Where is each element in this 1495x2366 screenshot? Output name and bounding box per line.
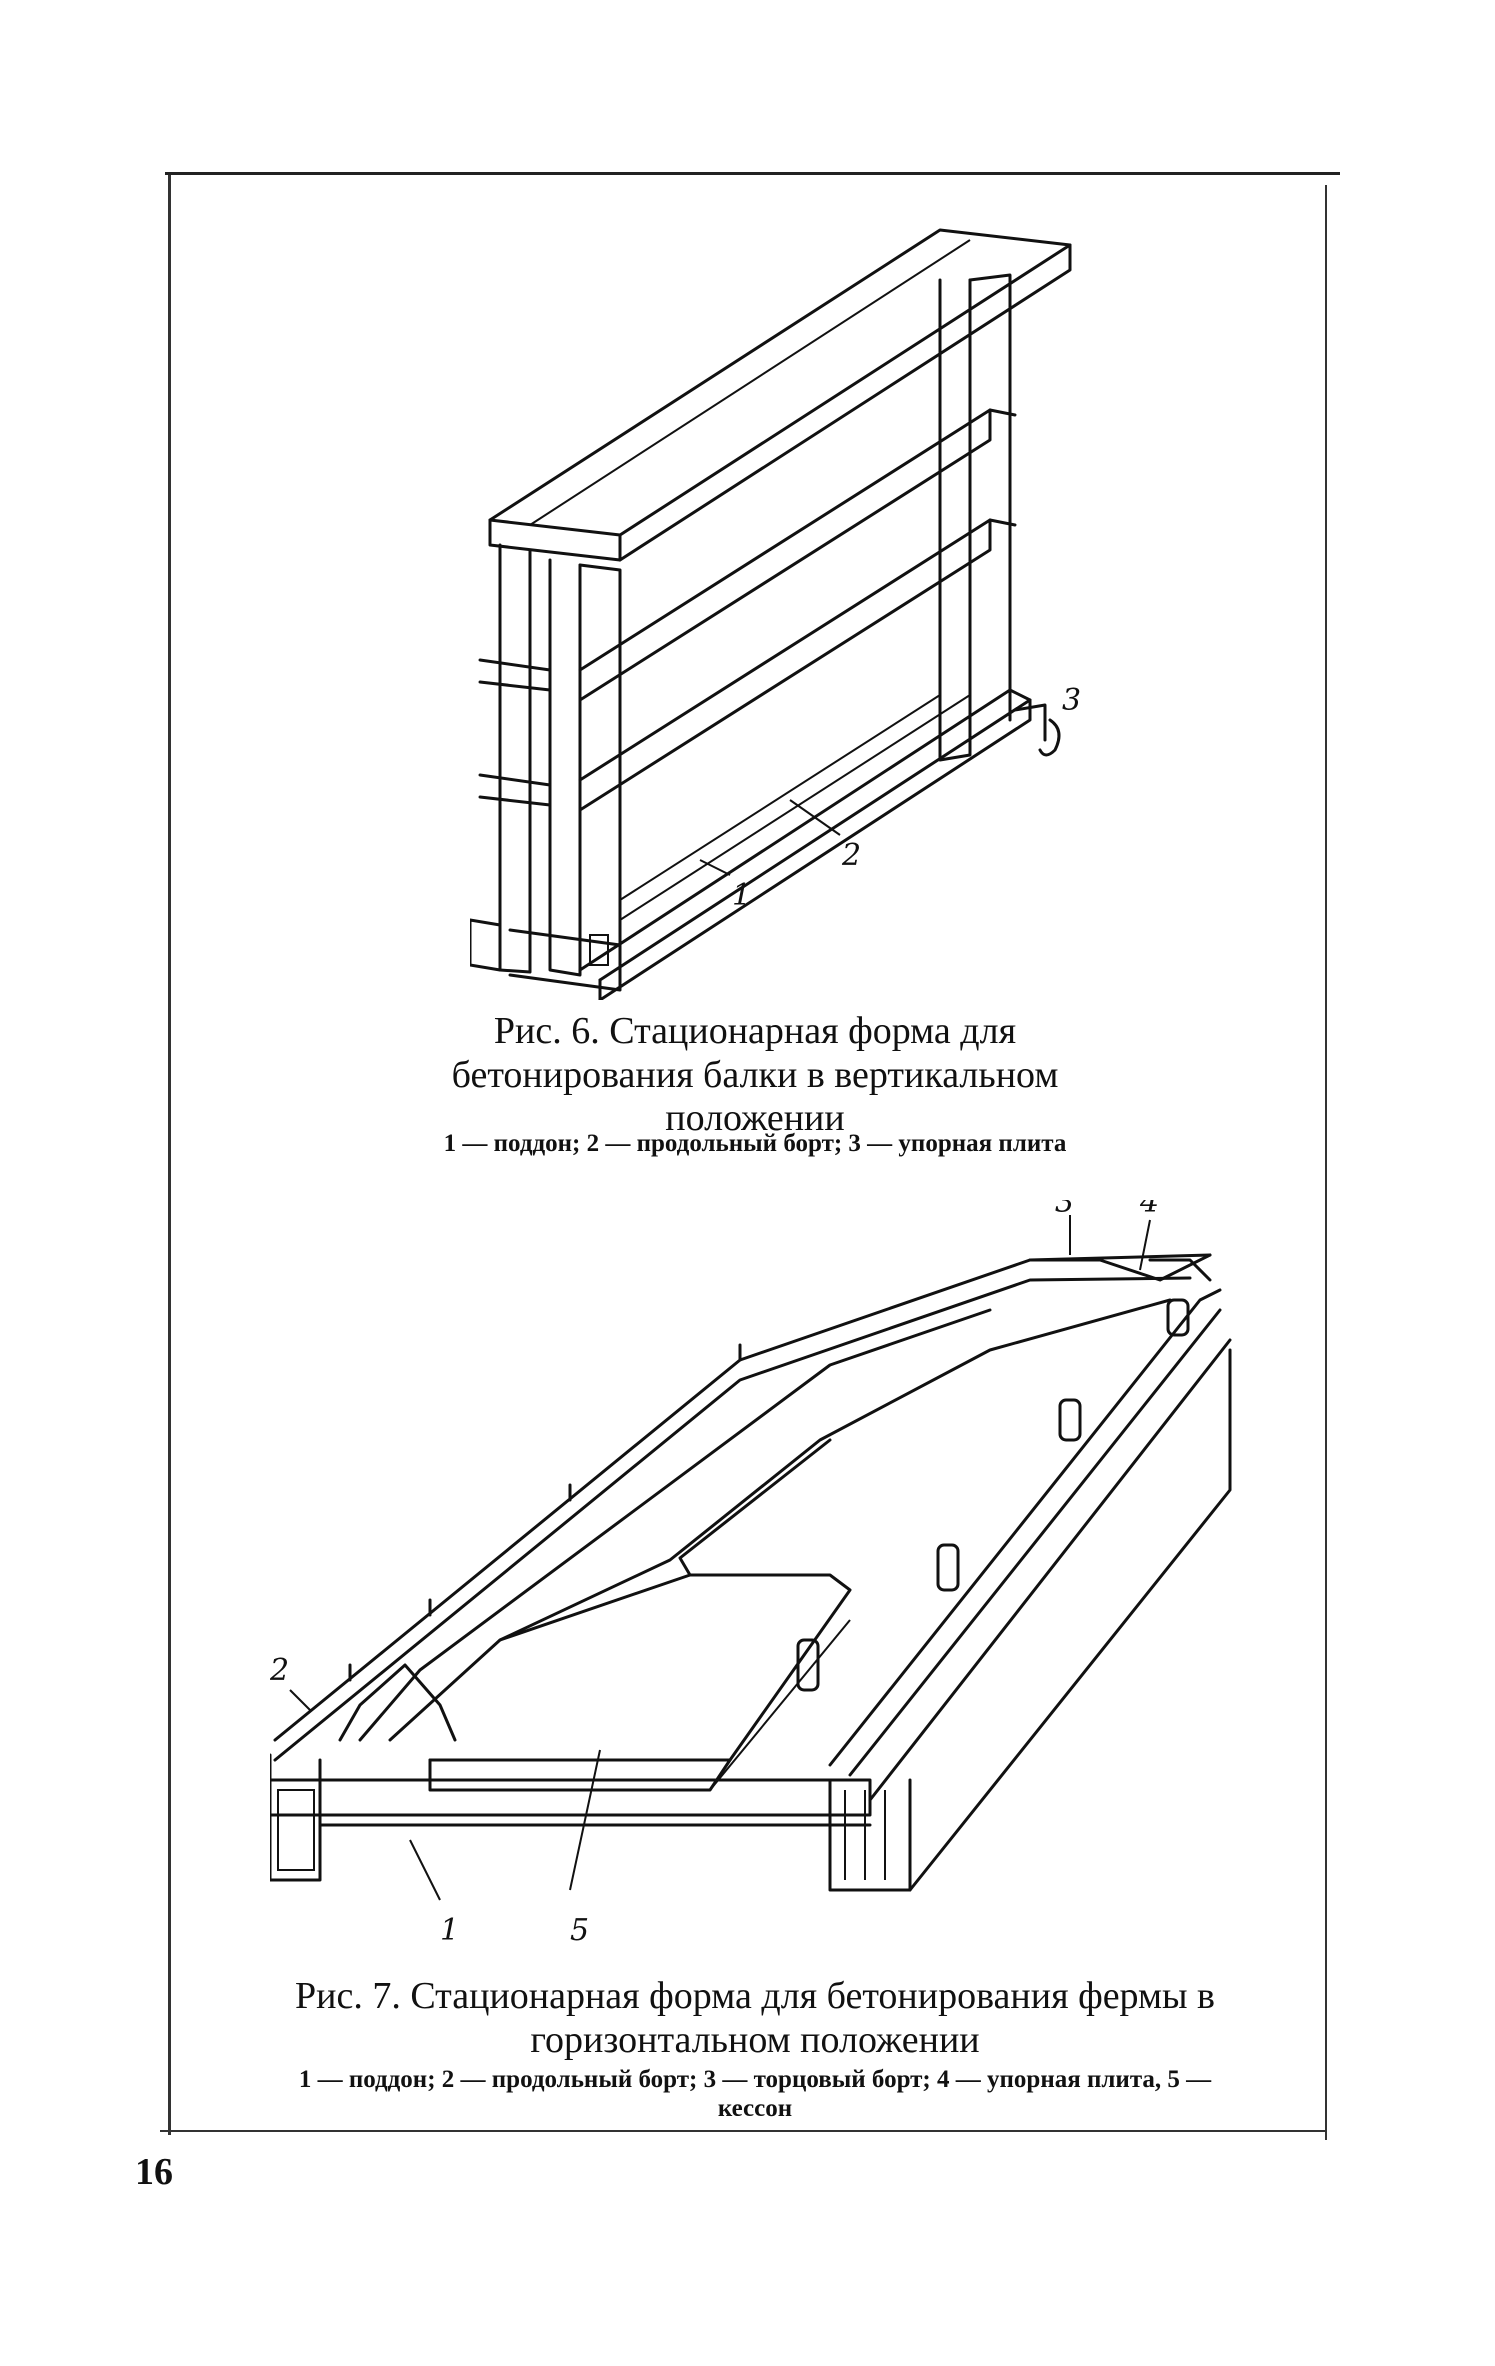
figure-7-caption-legend: 1 — поддон; 2 — продольный борт; 3 — торцовый борт; 4 — упорная плита, 5 — кессон xyxy=(298,2066,1212,2122)
figure-6-caption-legend: 1 — поддон; 2 — продольный борт; 3 — упорная плита xyxy=(443,1130,1067,1157)
figure-7-callout-2: 2 xyxy=(270,1653,290,1688)
figure-6-callout-1: 1 xyxy=(732,878,752,913)
figure-7-caption-title: Рис. 7. Стационарная форма для бетонирования фермы в горизонтальном положении xyxy=(294,1975,1215,2061)
figure-6-caption-title: Рис. 6. Стационарная форма для бетонирования балки в вертикальном положении xyxy=(451,1010,1059,1140)
page-frame-top xyxy=(165,172,1340,175)
figure-6-callout-2: 2 xyxy=(842,838,862,873)
figure-7-callout-3: 3 xyxy=(1055,1200,1075,1220)
page-frame-right xyxy=(1325,185,1327,2140)
figure-6-drawing xyxy=(470,200,1090,1000)
page-number: 16 xyxy=(135,2151,173,2193)
figure-7-drawing xyxy=(270,1200,1240,1980)
figure-7-callout-1: 1 xyxy=(440,1913,460,1948)
figure-6-callout-3: 3 xyxy=(1062,683,1082,718)
figure-7-callout-5: 5 xyxy=(570,1913,590,1948)
page-frame-left xyxy=(168,175,171,2135)
figure-7-callout-4: 4 xyxy=(1140,1200,1160,1220)
page-frame-bottom xyxy=(160,2130,1325,2132)
